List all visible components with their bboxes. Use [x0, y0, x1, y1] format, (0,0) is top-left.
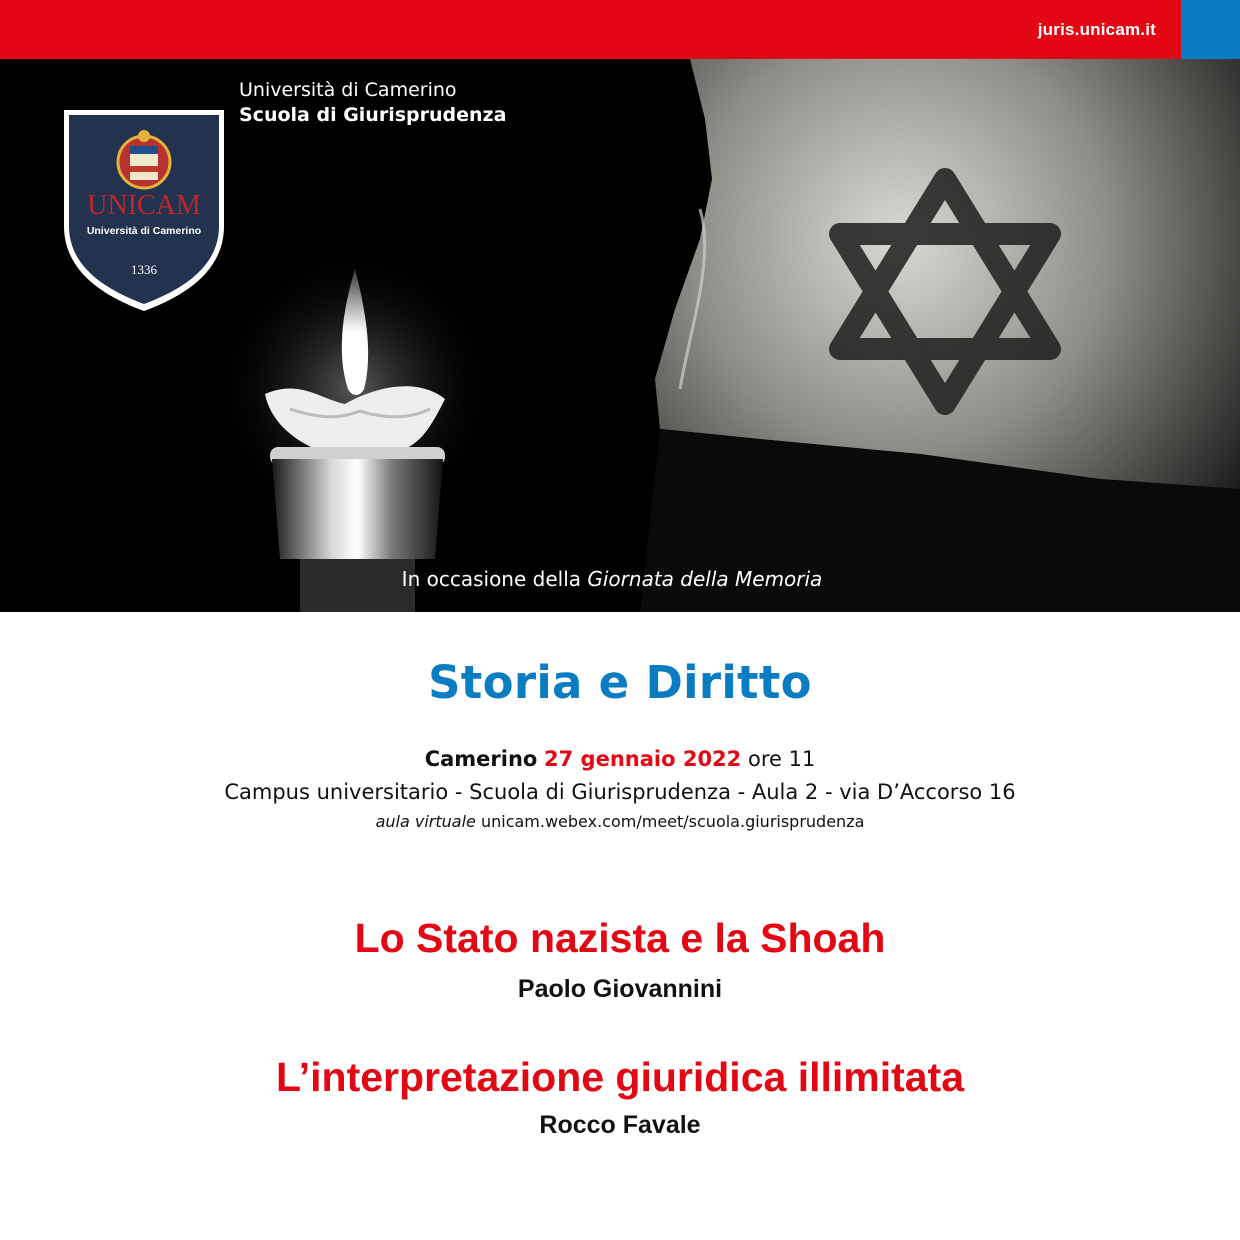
event-location: Campus universitario - Scuola di Giurisprudenza - Aula 2 - via D’Accorso 16: [224, 780, 1016, 804]
hero-caption: [0, 567, 1232, 591]
event-date: 27 gennaio 2022: [544, 747, 742, 771]
event-time: ore 11: [747, 747, 816, 771]
website-link[interactable]: juris.unicam.it: [1037, 20, 1156, 39]
virtual-url[interactable]: unicam.webex.com/meet/scuola.giurisprudenza: [480, 812, 865, 831]
virtual-label: aula virtuale: [375, 812, 476, 831]
top-bar: [0, 0, 1240, 59]
talk-title-2: L’interpretazione giuridica illimitata: [275, 1054, 965, 1100]
university-name: Università di Camerino: [239, 79, 457, 101]
caption-emphasis: Giornata della Memoria: [587, 567, 823, 591]
event-when: [0, 747, 1240, 771]
institution-name: [239, 78, 506, 128]
hero-photo: [0, 59, 1240, 612]
virtual-room: [0, 812, 1240, 831]
accent-block: [1181, 0, 1240, 59]
school-name: Scuola di Giurisprudenza: [239, 104, 507, 126]
caption-prefix: In occasione della: [401, 567, 588, 591]
event-city: Camerino: [424, 747, 538, 771]
talk-speaker-1: Paolo Giovannini: [517, 975, 723, 1003]
talk-speaker-2: Rocco Favale: [539, 1111, 701, 1139]
logo-wordmark: UNICAM: [87, 190, 201, 221]
talk-title-1: Lo Stato nazista e la Shoah: [354, 915, 886, 961]
logo-subtitle: Università di Camerino: [86, 225, 202, 237]
logo-year: 1336: [131, 262, 157, 277]
event-title: Storia e Diritto: [428, 656, 812, 709]
unicam-shield-logo: [60, 106, 228, 316]
